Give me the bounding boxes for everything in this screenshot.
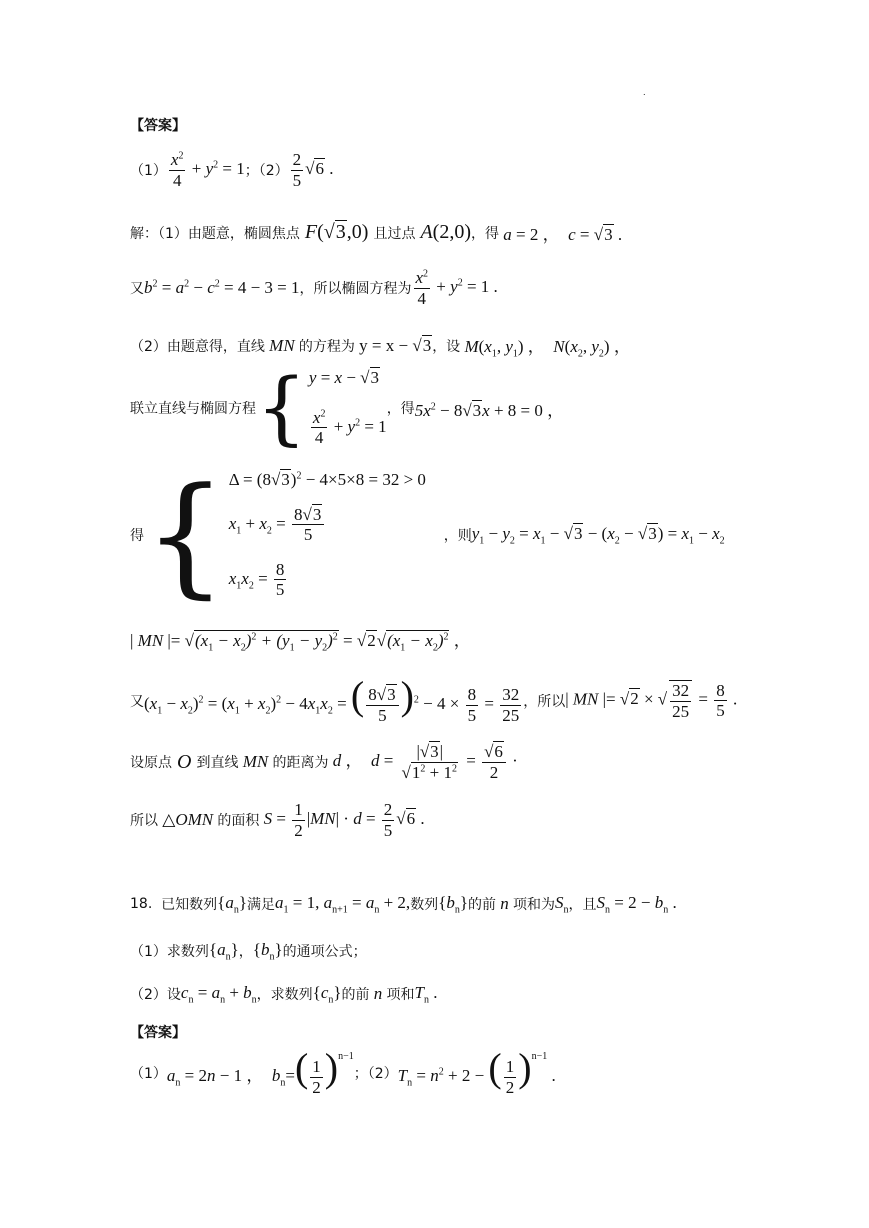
sol-line-1: 解：（1）由题意，椭圆焦点 F(√3,0) 且过点 A(2,0) ，得 a = 2 ， c = √3 . — [130, 221, 623, 244]
q18-part1: （1）求数列 $\{a_n\}$ ， $\{b_n\}$ 的通项公式； — [130, 940, 367, 963]
answer-line — [130, 150, 333, 190]
answer-heading-2: 【答案】 — [130, 1025, 186, 1041]
sol-line-6: | MN |= $√(x_1 - x_2)^2 + (y_1 - y_2)^2 = √2√(x_1 - x_2)^2$ ， — [130, 631, 471, 654]
part2-label: ；（2） — [244, 163, 289, 180]
answer-heading: 【答案】 — [130, 118, 186, 134]
sol-line-3: （2）由题意得，直线 MN 的方程为 y = x − √3 ，设 $M(x_1$, $y_1$) ， $N(x_2$, $y_2$) ， — [130, 335, 631, 360]
ellipse-eq: $\frac{x^2}{4}$ + $y^2 = 1$ — [170, 150, 245, 190]
q18-part2: （2）设 $c_n = a_n + b_n$ ，求数列 $\{c_n\}$ 的前 n 项和 $T_n$ . — [130, 983, 438, 1006]
sol-line-5: 得 { $\Delta = (8√3)^2 - 4\times 5\times 8 = 32 > 0$ $x_1 + x_2$ = $\frac{8√3}{5}$ $x_1x_2$ = $\frac{8}{5}$ ，则 $y_1 - y_2 = x_1 - √3 - (x_2 - √3) = x_1 - x_2$ — [130, 459, 725, 611]
sol-line-7: 又 $(x_1 - x_2)^2 = (x_1 + x_2)^2 - 4x_1x_2$ = ( $\frac{8√3}{5}$ )$^2$ − 4 × $\frac{8}{5}$ = $\frac{32}{25}$ ，所以 | MN |= √2 × √ $\frac{32}{25}$ = $\frac{8}{5}$ . — [130, 673, 738, 725]
part1-label: （1） — [130, 163, 167, 180]
sol-line-2: 又 $b^2 = a^2 - c^2 = 4 - 3 = 1$ ，所以椭圆方程为 $\frac{x^2}{4}$ + $y^2 = 1$ . — [130, 268, 498, 308]
question-18: 18. 已知数列 $\{a_n\}$ 满足 $a_1 = 1$, $a_{n+1} = a_n + 2$, 数列 $\{b_n\}$ 的前 n 项和为 $S_n$ ，且 $S_n = 2 - b_n$ . — [130, 893, 677, 916]
sol-line-4: 联立直线与椭圆方程 { y = x − √3 $\frac{x^2}{4}$ + $y^2 = 1$ ，得 $5x^2 - 8√3x + 8 = 0$ ， — [130, 361, 565, 454]
sol-line-8: 设原点 O 到直线 MN 的距离为 d ， d = $\frac{|√3|}{√1^2 + 1^2}$ = $\frac{√6}{2}$ · — [130, 742, 518, 782]
sol-line-9: 所以 △OMN 的面积 S = $\frac{1}{2}$ |MN| · d = $\frac{2}{5}$ √6 . — [130, 800, 425, 840]
answer-line-2: （1） $a_n = 2n - 1$ ， $b_n=$( $\frac{1}{2}$ )$^{n-1}$ ；（2） $T_n = n^2 + 2$ − ( $\frac{1}{2}$ )$^{n-1}$ . — [130, 1045, 556, 1097]
question-number: 18. — [130, 896, 153, 913]
area-value: $\frac{2}{5}$ √6 . — [292, 150, 334, 190]
header-dot: . — [643, 88, 646, 97]
